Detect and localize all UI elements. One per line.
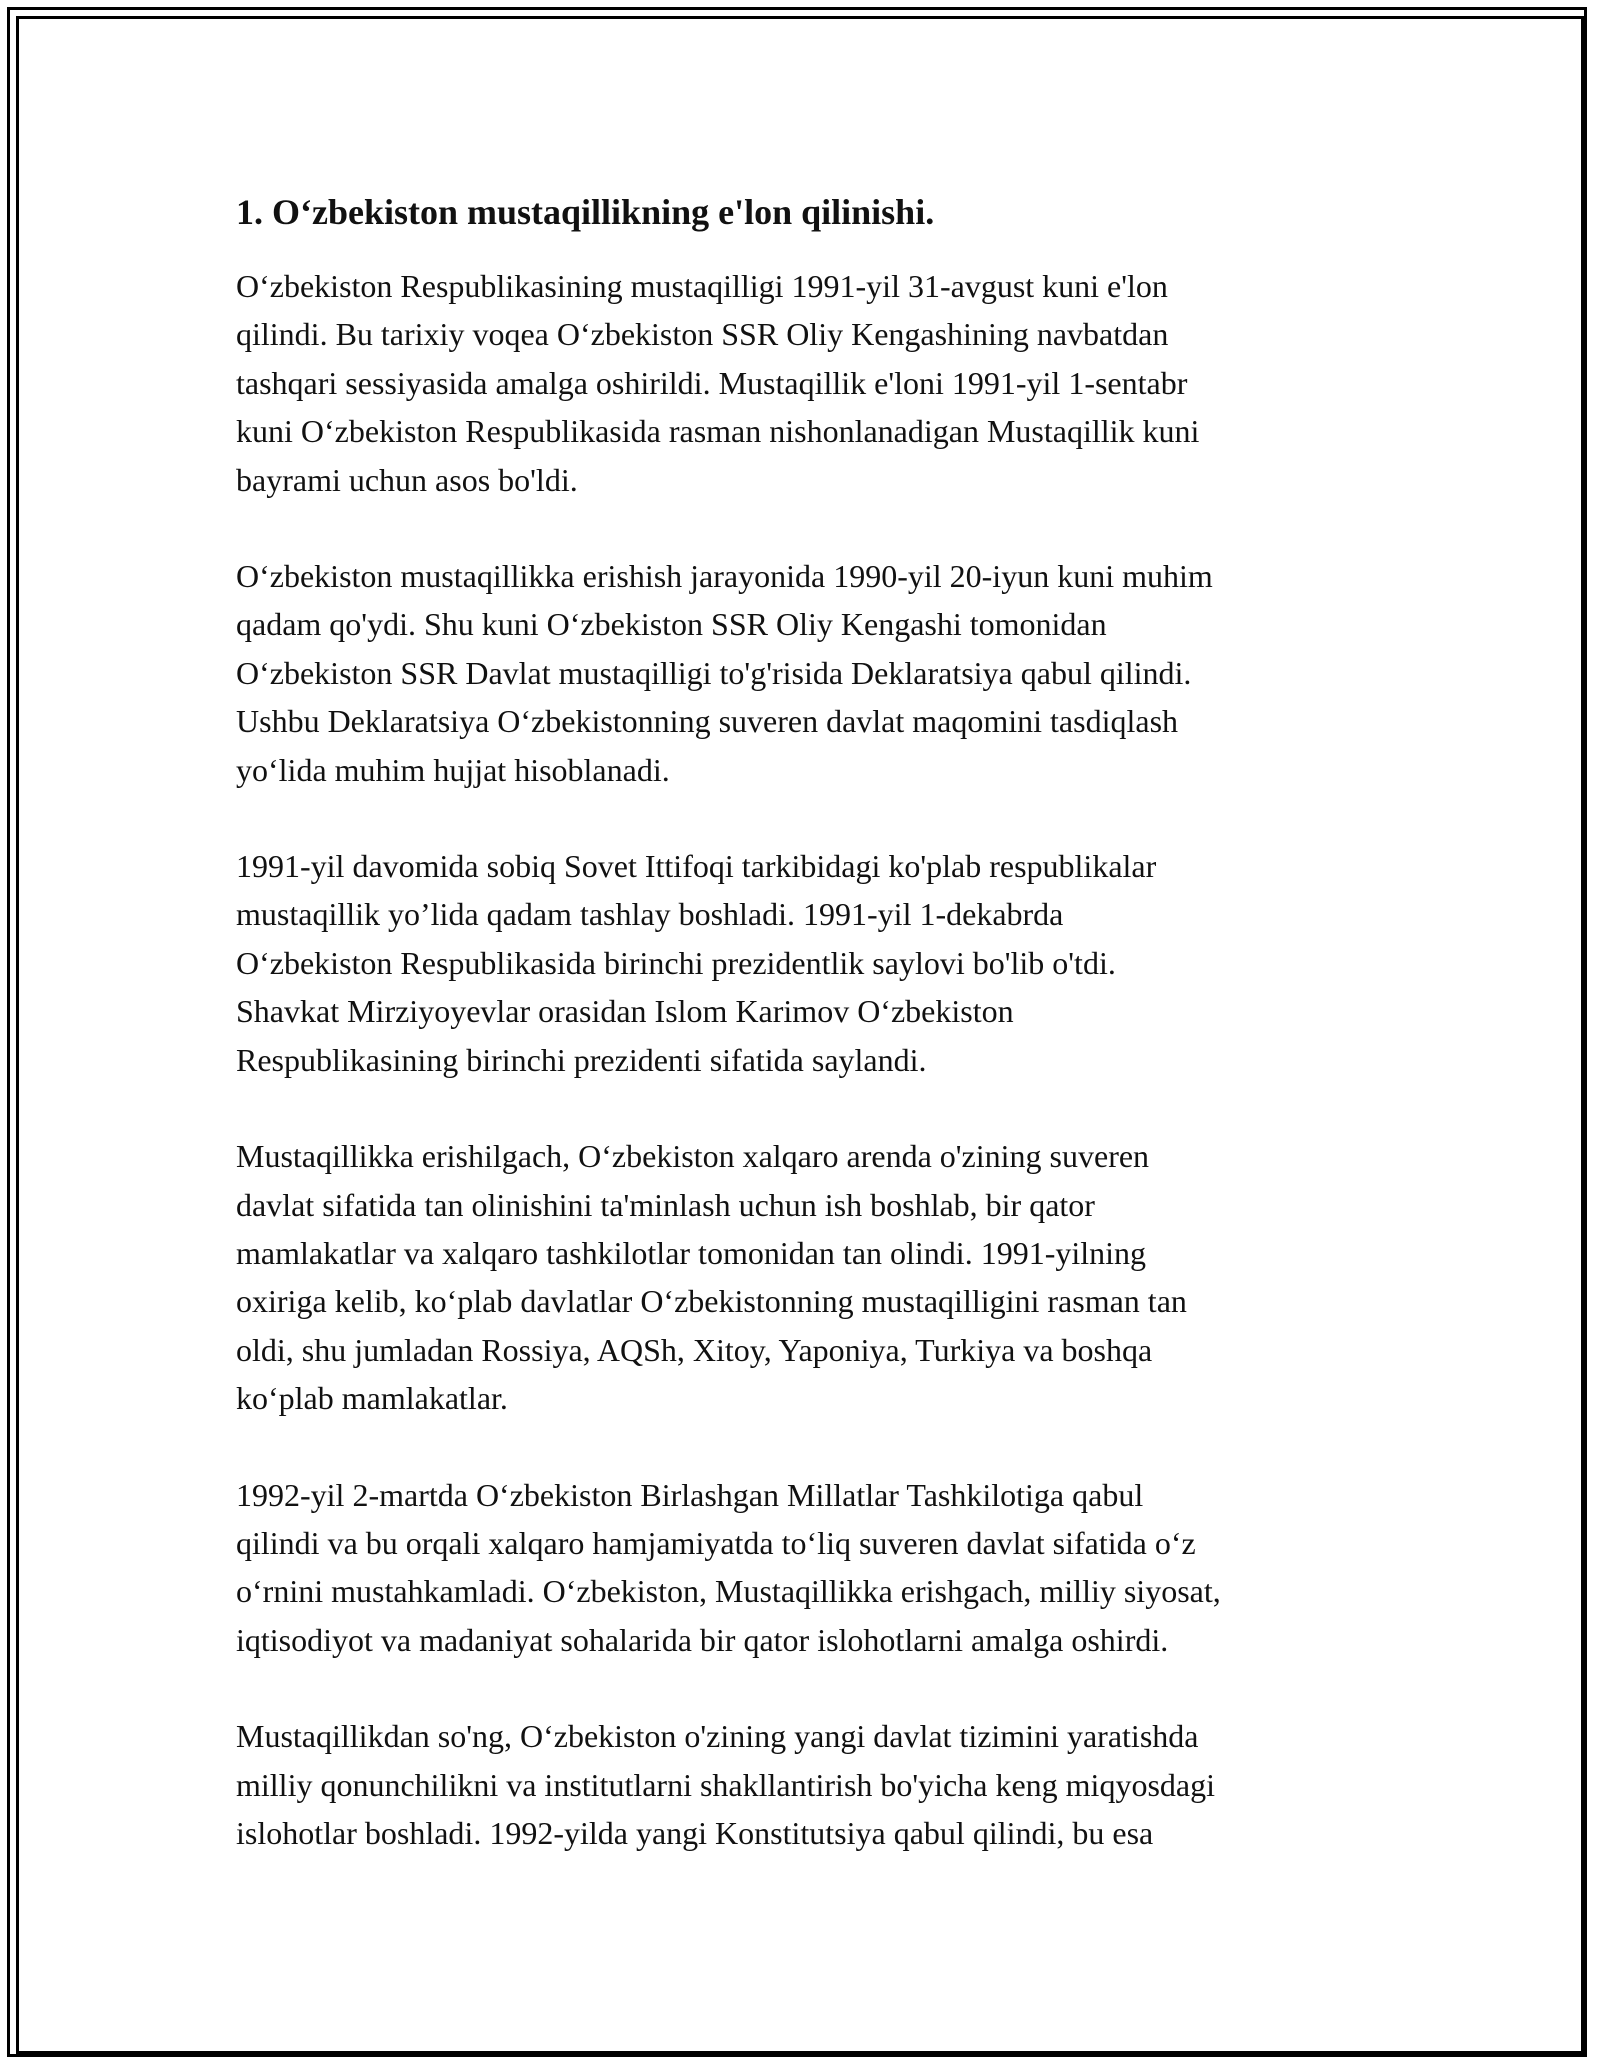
paragraph-un-membership (236, 1471, 1376, 1665)
document-title: 1. O‘zbekiston mustaqillikning e'lon qilinishi. (236, 192, 935, 232)
paragraph-line: oldi, shu jumladan Rossiya, AQSh, Xitoy, Yaponiya, Turkiya va boshqa (236, 1331, 1153, 1368)
paragraph-line: Ushbu Deklaratsiya O‘zbekistonning suveren davlat maqomini tasdiqlash (236, 703, 1179, 740)
paragraph-independence-declared (236, 262, 1376, 504)
paragraph-line: islohotlar boshladi. 1992-yilda yangi Konstitutsiya qabul qilindi, bu esa (236, 1814, 1154, 1851)
paragraph-line: yo‘lida muhim hujjat hisoblanadi. (236, 751, 670, 788)
paragraph-sovereignty-declaration (236, 552, 1376, 794)
paragraph-line: tashqari sessiyasida amalga oshirildi. Mustaqillik e'loni 1991-yil 1-sentabr (236, 364, 1188, 401)
document-body (236, 188, 1376, 1857)
paragraph-line: O‘zbekiston Respublikasida birinchi prezidentlik saylovi bo'lib o'tdi. (236, 944, 1116, 981)
paragraph-line: 1991-yil davomida sobiq Sovet Ittifoqi tarkibidagi ko'plab respublikalar (236, 848, 1157, 885)
paragraph-line: 1992-yil 2-martda O‘zbekiston Birlashgan Millatlar Tashkilotiga qabul (236, 1476, 1144, 1513)
paragraph-line: oxiriga kelib, ko‘plab davlatlar O‘zbekistonning mustaqilligini rasman tan (236, 1283, 1187, 1320)
paragraph-state-building-reforms (236, 1712, 1376, 1857)
paragraph-line: Mustaqillikdan so'ng, O‘zbekiston o'zining yangi davlat tizimini yaratishda (236, 1718, 1199, 1755)
paragraph-line: O‘zbekiston Respublikasining mustaqilligi 1991-yil 31-avgust kuni e'lon (236, 268, 1168, 304)
paragraph-line: milliy qonunchilikni va institutlarni shakllantirish bo'yicha keng miqyosdagi (236, 1766, 1215, 1803)
paragraph-line: qilindi va bu orqali xalqaro hamjamiyatda to‘liq suveren davlat sifatida o‘z (236, 1524, 1196, 1561)
paragraph-line: mustaqillik yo’lida qadam tashlay boshladi. 1991-yil 1-dekabrda (236, 896, 1064, 933)
paragraph-line: kuni O‘zbekiston Respublikasida rasman nishonlanadigan Mustaqillik kuni (236, 413, 1200, 450)
paragraph-first-presidential-election (236, 842, 1376, 1084)
paragraph-line: o‘rnini mustahkamladi. O‘zbekiston, Mustaqillikka erishgach, milliy siyosat, (236, 1573, 1221, 1610)
paragraph-line: bayrami uchun asos bo'ldi. (236, 461, 578, 498)
paragraph-line: davlat sifatida tan olinishini ta'minlash uchun ish boshlab, bir qator (236, 1186, 1095, 1223)
paragraph-line: O‘zbekiston SSR Davlat mustaqilligi to'g'risida Deklaratsiya qabul qilindi. (236, 654, 1192, 691)
paragraph-line: mamlakatlar va xalqaro tashkilotlar tomonidan tan olindi. 1991-yilning (236, 1234, 1147, 1271)
paragraph-line: Respublikasining birinchi prezidenti sifatida saylandi. (236, 1041, 927, 1078)
paragraph-line: Mustaqillikka erishilgach, O‘zbekiston xalqaro arenda o'zining suveren (236, 1138, 1150, 1175)
paragraph-line: Shavkat Mirziyoyevlar orasidan Islom Karimov O‘zbekiston (236, 993, 1014, 1030)
paragraph-line: O‘zbekiston mustaqillikka erishish jarayonida 1990-yil 20-iyun kuni muhim (236, 558, 1213, 595)
paragraph-line: qadam qo'ydi. Shu kuni O‘zbekiston SSR Oliy Kengashi tomonidan (236, 606, 1107, 643)
paragraph-international-recognition (236, 1132, 1376, 1422)
paragraph-line: ko‘plab mamlakatlar. (236, 1380, 508, 1417)
paragraph-line: qilindi. Bu tarixiy voqea O‘zbekiston SSR Oliy Kengashining navbatdan (236, 316, 1169, 353)
paragraph-line: iqtisodiyot va madaniyat sohalarida bir qator islohotlarni amalga oshirdi. (236, 1621, 1169, 1658)
